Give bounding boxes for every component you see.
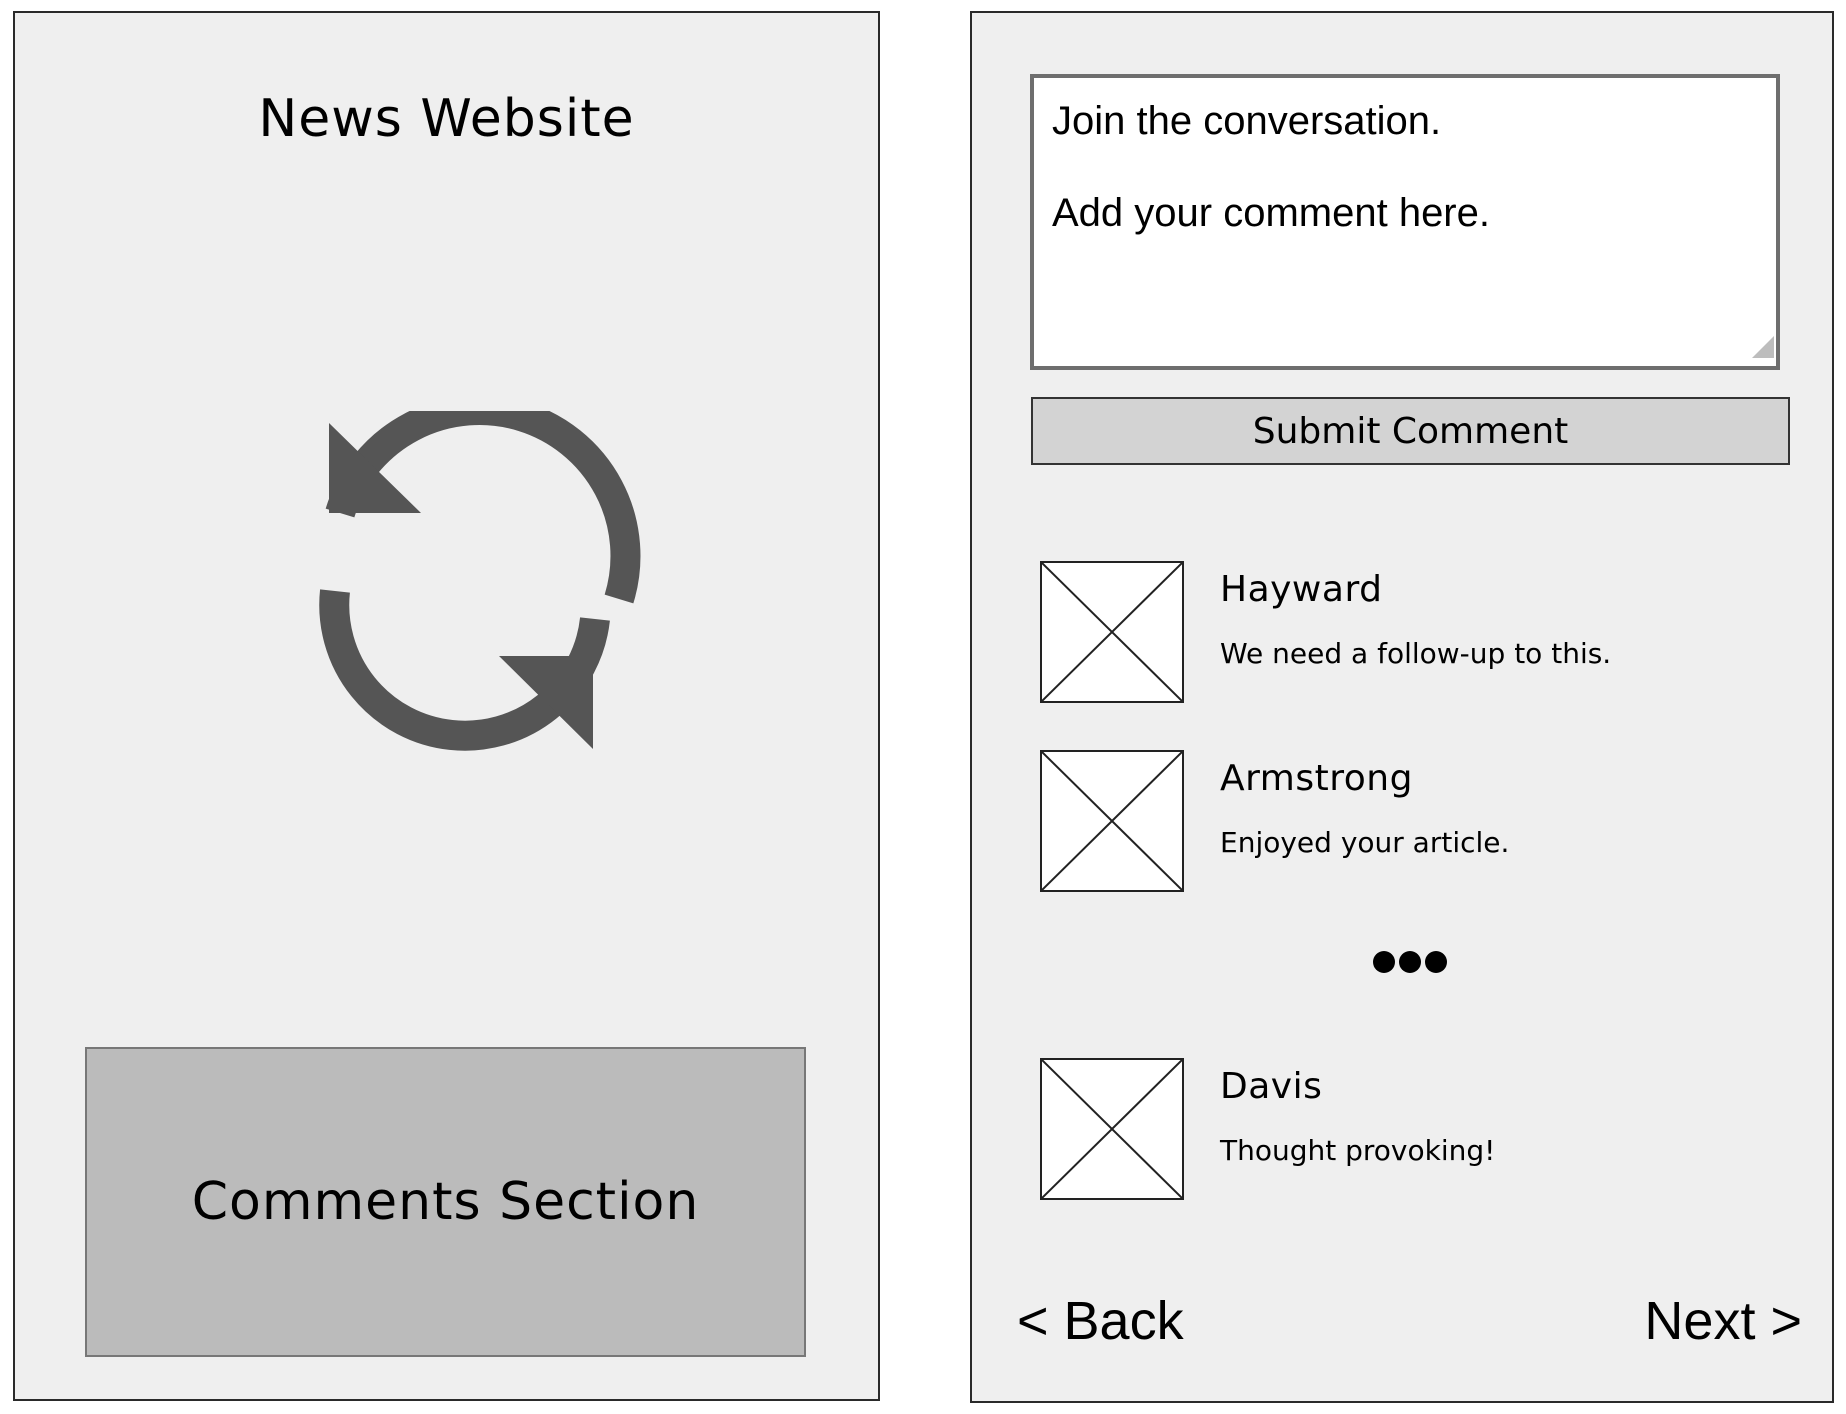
comment-author: Armstrong — [1220, 758, 1413, 799]
comment-author: Davis — [1220, 1066, 1323, 1107]
comment-text: We need a follow-up to this. — [1220, 637, 1612, 670]
refresh-icon[interactable] — [311, 411, 651, 751]
image-placeholder-icon — [1040, 561, 1184, 703]
comments-section-button[interactable] — [85, 1047, 806, 1357]
submit-comment-button[interactable]: Submit Comment — [1031, 397, 1790, 465]
comment-text: Thought provoking! — [1220, 1134, 1496, 1167]
comment-author: Hayward — [1220, 569, 1383, 610]
comments-section-label: Comments Section — [191, 1172, 700, 1232]
page-title: News Website — [258, 89, 635, 149]
comments-screen — [970, 11, 1834, 1403]
comment-text: Enjoyed your article. — [1220, 826, 1510, 859]
resize-grip-icon[interactable] — [1752, 336, 1774, 358]
comment-item — [1040, 1058, 1800, 1202]
comment-input[interactable] — [1030, 74, 1780, 370]
comment-item — [1040, 561, 1800, 705]
ellipsis-icon — [1372, 947, 1452, 977]
image-placeholder-icon — [1040, 1058, 1184, 1200]
comment-item — [1040, 750, 1800, 894]
back-link[interactable]: < Back — [1017, 1291, 1184, 1351]
image-placeholder-icon — [1040, 750, 1184, 892]
home-screen — [13, 11, 880, 1401]
next-link[interactable]: Next > — [1644, 1291, 1802, 1351]
